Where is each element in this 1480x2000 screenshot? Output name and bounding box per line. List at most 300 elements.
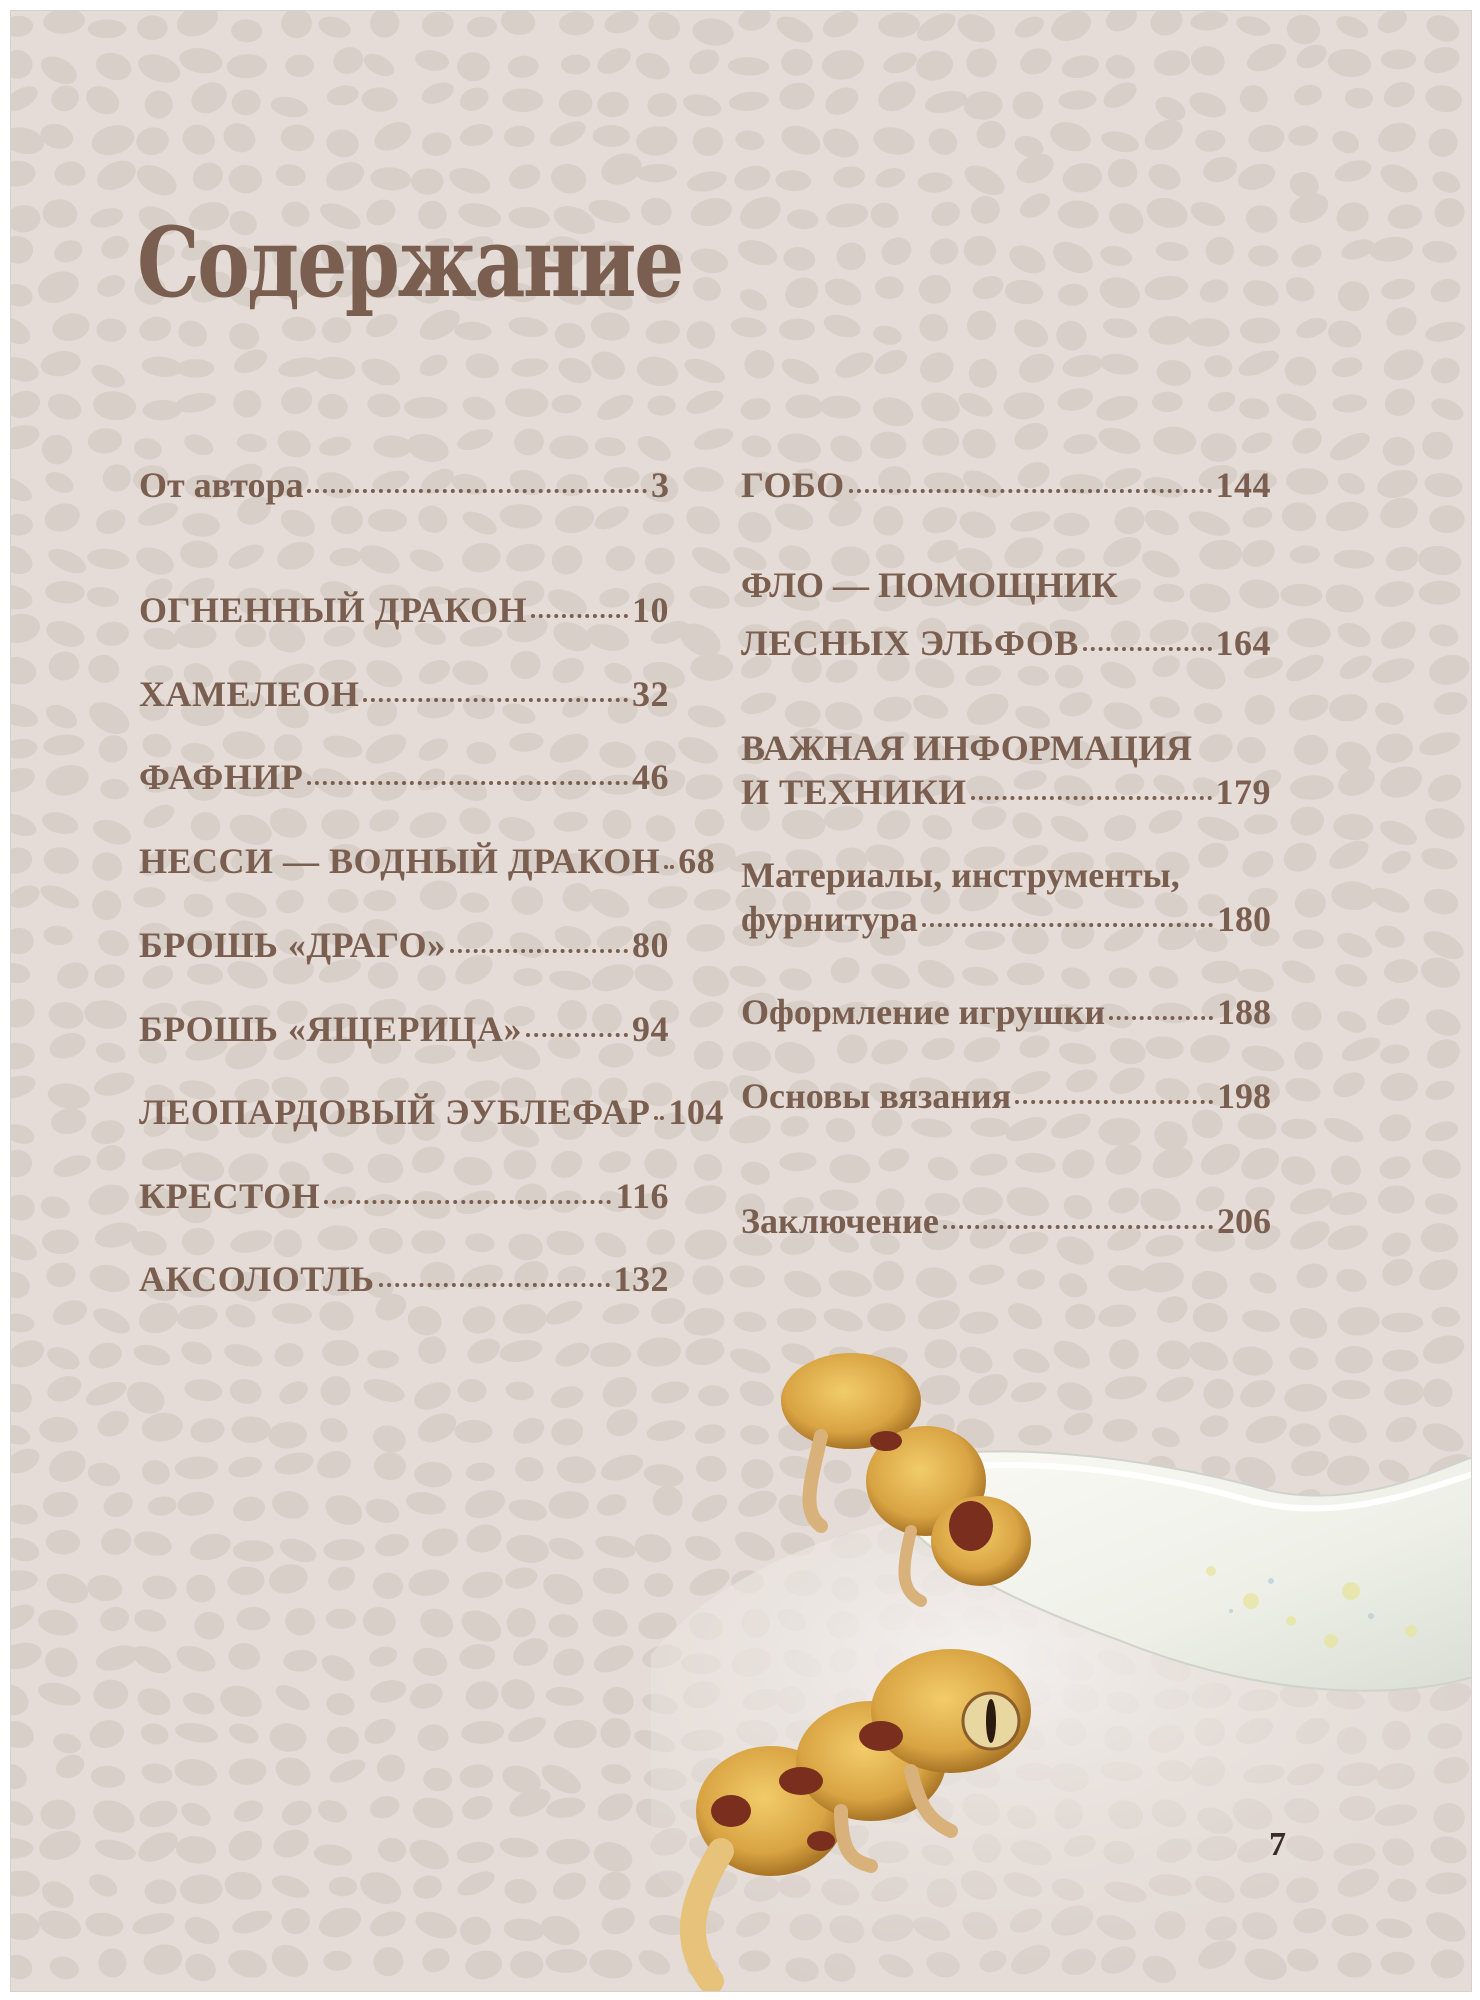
texture-spot xyxy=(140,85,178,123)
texture-spot xyxy=(180,1911,224,1949)
texture-spot xyxy=(553,810,589,833)
texture-spot xyxy=(97,1947,127,1978)
texture-spot xyxy=(177,1798,214,1831)
texture-spot xyxy=(139,800,178,833)
texture-spot xyxy=(11,1717,37,1753)
texture-spot xyxy=(1286,690,1332,724)
texture-spot xyxy=(372,1571,405,1600)
texture-spot xyxy=(689,1262,726,1298)
texture-spot xyxy=(11,15,34,37)
texture-spot xyxy=(784,700,822,729)
texture-spot xyxy=(545,1685,585,1707)
texture-spot xyxy=(1239,1041,1288,1076)
texture-spot xyxy=(738,1158,772,1188)
texture-spot xyxy=(743,348,776,380)
texture-spot xyxy=(779,1151,817,1172)
texture-spot xyxy=(49,1296,90,1330)
toc-entry[interactable] xyxy=(139,589,669,633)
texture-spot xyxy=(367,1793,402,1822)
texture-spot xyxy=(51,1151,94,1180)
texture-spot xyxy=(326,887,359,914)
texture-spot xyxy=(1421,43,1463,77)
texture-spot xyxy=(1098,1117,1141,1146)
texture-spot xyxy=(147,1495,178,1518)
texture-spot xyxy=(1203,234,1236,267)
texture-spot xyxy=(368,1677,409,1707)
texture-spot xyxy=(1338,1032,1383,1066)
texture-spot xyxy=(1143,273,1189,302)
texture-spot xyxy=(1192,701,1224,726)
texture-spot xyxy=(463,350,501,381)
texture-spot xyxy=(1099,128,1141,156)
texture-spot xyxy=(313,1447,354,1483)
texture-spot xyxy=(418,1943,454,1976)
texture-spot xyxy=(1330,355,1364,380)
texture-spot xyxy=(93,1406,133,1442)
texture-spot xyxy=(502,1603,541,1643)
texture-spot xyxy=(1012,12,1048,42)
texture-spot xyxy=(1379,1071,1420,1103)
texture-spot xyxy=(1332,393,1368,413)
texture-spot xyxy=(1378,1254,1418,1291)
texture-spot xyxy=(1289,805,1326,838)
texture-spot xyxy=(548,1867,591,1905)
texture-spot xyxy=(1191,1270,1228,1300)
leader-dots xyxy=(654,1116,664,1120)
texture-spot xyxy=(967,357,999,390)
texture-spot xyxy=(11,1422,33,1448)
texture-spot xyxy=(187,808,224,844)
texture-spot xyxy=(11,1503,39,1527)
texture-spot xyxy=(278,1796,316,1829)
texture-spot xyxy=(969,272,1006,303)
texture-spot xyxy=(509,1413,549,1449)
texture-spot xyxy=(1372,577,1416,611)
toc-page: 132 xyxy=(613,1259,669,1299)
texture-spot xyxy=(366,1907,409,1941)
texture-spot xyxy=(1416,543,1463,578)
texture-spot xyxy=(360,1714,399,1749)
texture-spot xyxy=(38,120,77,152)
texture-spot xyxy=(421,131,452,157)
toc-entry[interactable] xyxy=(139,673,669,717)
texture-spot xyxy=(268,1722,307,1754)
texture-spot xyxy=(733,506,777,548)
texture-spot xyxy=(88,360,128,392)
texture-spot xyxy=(456,83,492,115)
texture-spot xyxy=(641,510,677,537)
texture-spot xyxy=(37,430,76,468)
texture-spot xyxy=(593,43,635,79)
texture-spot xyxy=(782,245,817,273)
texture-spot xyxy=(730,1038,774,1074)
texture-spot xyxy=(99,1488,136,1522)
toc-page: 104 xyxy=(668,1092,724,1132)
texture-spot xyxy=(1324,316,1364,351)
toc-entry[interactable] xyxy=(741,1200,1271,1244)
texture-spot xyxy=(11,81,42,115)
texture-spot xyxy=(1097,1303,1137,1330)
texture-spot xyxy=(594,435,627,457)
texture-spot xyxy=(92,1219,139,1252)
leader-dots xyxy=(307,489,647,493)
texture-spot xyxy=(324,1691,356,1718)
texture-spot xyxy=(186,76,233,119)
texture-spot xyxy=(1285,188,1333,228)
texture-spot xyxy=(1195,129,1226,153)
texture-spot xyxy=(826,1267,874,1301)
texture-spot xyxy=(869,393,916,431)
texture-spot xyxy=(454,1866,498,1900)
texture-spot xyxy=(85,584,120,609)
texture-spot xyxy=(549,1644,588,1680)
texture-spot xyxy=(324,1562,360,1596)
texture-spot xyxy=(913,1264,959,1301)
texture-spot xyxy=(1329,1067,1369,1102)
texture-spot xyxy=(412,1907,461,1944)
texture-spot xyxy=(42,1229,79,1254)
texture-spot xyxy=(1288,423,1327,459)
leader-dots xyxy=(324,1200,611,1204)
texture-spot xyxy=(411,1230,445,1254)
texture-spot xyxy=(86,1573,124,1603)
texture-spot xyxy=(924,536,962,567)
texture-spot xyxy=(233,1540,274,1562)
texture-spot xyxy=(316,1413,352,1447)
texture-spot xyxy=(1246,122,1286,154)
texture-spot xyxy=(1095,423,1144,459)
toc-page: 179 xyxy=(1215,772,1271,812)
texture-spot xyxy=(1284,12,1323,48)
texture-spot xyxy=(93,1836,138,1864)
texture-spot xyxy=(1429,505,1465,533)
texture-spot xyxy=(955,388,997,421)
texture-spot xyxy=(552,1338,594,1371)
texture-spot xyxy=(1334,469,1368,499)
toc-entry[interactable] xyxy=(139,840,716,884)
texture-spot xyxy=(1372,698,1408,729)
texture-spot xyxy=(363,890,397,912)
texture-spot xyxy=(545,1228,586,1258)
texture-spot xyxy=(11,611,42,646)
texture-spot xyxy=(956,507,1000,543)
texture-spot xyxy=(181,891,216,921)
toc-entry[interactable] xyxy=(139,464,669,508)
leader-dots xyxy=(450,949,628,953)
texture-spot xyxy=(1279,837,1322,877)
texture-spot xyxy=(496,1674,539,1714)
texture-spot xyxy=(178,538,220,571)
texture-spot xyxy=(182,1570,220,1607)
texture-spot xyxy=(357,353,404,390)
texture-spot xyxy=(173,1641,219,1677)
texture-spot xyxy=(136,1796,181,1831)
texture-spot xyxy=(508,731,544,753)
texture-spot xyxy=(271,1302,313,1326)
texture-spot xyxy=(457,121,495,150)
texture-spot xyxy=(780,272,824,314)
texture-spot xyxy=(685,922,726,953)
texture-spot xyxy=(1282,273,1319,306)
texture-spot xyxy=(869,1257,909,1296)
texture-spot xyxy=(463,1678,501,1713)
texture-spot xyxy=(1374,465,1421,502)
toc-label: БРОШЬ «ЯЩЕРИЦА» xyxy=(139,1009,522,1049)
toc-label: ХАМЕЛЕОН xyxy=(139,674,360,714)
texture-spot xyxy=(463,1947,505,1982)
texture-spot xyxy=(961,1033,1004,1066)
texture-spot xyxy=(270,1488,312,1522)
texture-spot xyxy=(409,1793,457,1833)
texture-spot xyxy=(226,53,268,79)
toc-entry[interactable] xyxy=(139,1091,724,1135)
texture-spot xyxy=(1240,1306,1282,1335)
texture-spot xyxy=(1200,433,1236,462)
toc-label: КРЕСТОН xyxy=(139,1176,321,1216)
toc-label: И ТЕХНИКИ xyxy=(741,772,967,812)
texture-spot xyxy=(91,1068,137,1099)
texture-spot xyxy=(1243,38,1291,77)
texture-spot xyxy=(355,540,404,580)
texture-spot xyxy=(176,1489,216,1518)
texture-spot xyxy=(502,88,543,112)
texture-spot xyxy=(1060,160,1104,195)
texture-spot xyxy=(734,129,765,152)
texture-spot xyxy=(1424,769,1466,807)
texture-spot xyxy=(1272,388,1321,427)
texture-spot xyxy=(1428,355,1462,386)
texture-spot xyxy=(636,163,677,183)
texture-spot xyxy=(1099,243,1134,269)
toc-entry[interactable] xyxy=(741,464,1271,508)
texture-spot xyxy=(1428,276,1463,306)
texture-spot xyxy=(1288,240,1325,271)
texture-spot xyxy=(1327,692,1369,724)
texture-spot xyxy=(407,1679,446,1713)
texture-spot xyxy=(881,49,920,77)
texture-spot xyxy=(321,1489,368,1530)
texture-spot xyxy=(319,1148,357,1178)
texture-spot xyxy=(465,1461,495,1482)
texture-spot xyxy=(779,318,816,341)
texture-spot xyxy=(1008,508,1052,535)
toc-entry[interactable] xyxy=(741,1075,1271,1119)
texture-spot xyxy=(1376,761,1426,803)
leader-dots xyxy=(363,698,628,702)
texture-spot xyxy=(921,426,960,457)
texture-spot xyxy=(1234,13,1272,39)
texture-spot xyxy=(590,1564,632,1598)
texture-spot xyxy=(1004,1298,1047,1334)
toc-entry[interactable] xyxy=(139,1258,669,1302)
texture-spot xyxy=(1374,118,1419,157)
texture-spot xyxy=(826,430,867,467)
texture-spot xyxy=(11,1042,35,1070)
toc-entry[interactable] xyxy=(139,1008,669,1052)
texture-spot xyxy=(1287,1183,1336,1219)
texture-spot xyxy=(590,1837,637,1877)
texture-spot xyxy=(88,1794,139,1838)
texture-spot xyxy=(1205,388,1238,416)
texture-spot xyxy=(503,540,548,576)
texture-spot xyxy=(317,1225,358,1251)
texture-spot xyxy=(871,124,918,159)
texture-spot xyxy=(1093,391,1141,425)
texture-spot xyxy=(685,44,724,79)
texture-spot xyxy=(732,1309,768,1334)
texture-spot xyxy=(1333,549,1374,569)
texture-spot xyxy=(141,1573,179,1602)
toc-entry[interactable] xyxy=(139,756,669,800)
texture-spot xyxy=(730,315,768,340)
texture-spot xyxy=(732,162,773,194)
texture-spot xyxy=(323,1950,352,1971)
texture-spot xyxy=(510,885,544,917)
texture-spot xyxy=(11,1335,48,1373)
texture-spot xyxy=(1058,89,1097,110)
texture-spot xyxy=(368,509,407,532)
texture-spot xyxy=(553,321,587,351)
toc-entry[interactable] xyxy=(741,727,1271,815)
texture-spot xyxy=(466,16,497,38)
texture-spot xyxy=(589,1605,632,1641)
texture-spot xyxy=(1374,11,1412,38)
texture-spot xyxy=(84,1911,125,1939)
texture-spot xyxy=(97,1604,131,1634)
texture-spot xyxy=(11,763,38,796)
texture-spot xyxy=(602,11,642,37)
texture-spot xyxy=(361,87,398,113)
toc-entry[interactable] xyxy=(139,924,669,968)
texture-spot xyxy=(326,1755,369,1788)
leader-dots xyxy=(849,489,1212,493)
texture-spot xyxy=(1146,962,1182,992)
texture-spot xyxy=(140,1761,174,1786)
texture-spot xyxy=(1286,616,1332,649)
texture-spot xyxy=(1186,317,1230,348)
texture-spot xyxy=(646,92,678,118)
toc-page: 180 xyxy=(1217,899,1271,939)
toc-page: 80 xyxy=(632,925,669,965)
texture-spot xyxy=(414,1461,452,1488)
texture-spot xyxy=(329,547,362,567)
texture-spot xyxy=(1060,53,1101,81)
texture-spot xyxy=(329,1877,357,1897)
texture-spot xyxy=(924,1152,962,1184)
toc-entry[interactable] xyxy=(741,854,1271,942)
toc-page: 164 xyxy=(1215,623,1271,663)
texture-spot xyxy=(178,45,225,76)
texture-spot xyxy=(1376,616,1420,655)
texture-spot xyxy=(221,1340,265,1371)
texture-spot xyxy=(558,89,593,117)
texture-spot xyxy=(729,1264,766,1289)
texture-spot xyxy=(959,1310,999,1335)
texture-spot xyxy=(681,91,724,120)
texture-spot xyxy=(1064,1303,1096,1330)
texture-spot xyxy=(317,1650,359,1686)
texture-spot xyxy=(81,81,124,120)
texture-spot xyxy=(269,94,310,121)
texture-spot xyxy=(367,11,403,41)
texture-spot xyxy=(1236,81,1272,117)
texture-spot xyxy=(1187,197,1229,231)
texture-spot xyxy=(1424,1192,1459,1216)
texture-spot xyxy=(1381,384,1420,421)
texture-spot xyxy=(918,274,953,306)
page-number: 7 xyxy=(1269,1826,1286,1863)
texture-spot xyxy=(174,1834,218,1866)
texture-spot xyxy=(461,1720,505,1745)
texture-spot xyxy=(36,51,81,90)
texture-spot xyxy=(226,1454,264,1481)
texture-spot xyxy=(832,164,866,189)
leader-dots xyxy=(971,796,1212,800)
toc-page: 68 xyxy=(678,841,716,881)
texture-spot xyxy=(592,125,630,148)
texture-spot xyxy=(682,464,726,494)
texture-spot xyxy=(130,1909,177,1938)
texture-spot xyxy=(674,732,721,769)
texture-spot xyxy=(692,127,723,157)
texture-spot xyxy=(273,1342,304,1368)
toc-entry[interactable] xyxy=(741,564,1271,666)
texture-spot xyxy=(871,504,905,538)
texture-spot xyxy=(1423,470,1465,500)
texture-spot xyxy=(11,994,39,1033)
texture-spot xyxy=(786,208,819,230)
texture-spot xyxy=(139,1721,171,1748)
texture-spot xyxy=(1376,492,1423,533)
texture-spot xyxy=(1147,314,1191,346)
texture-spot xyxy=(33,266,83,309)
texture-spot xyxy=(683,386,727,419)
texture-spot xyxy=(1326,427,1374,466)
texture-spot xyxy=(690,274,724,304)
texture-spot xyxy=(98,232,132,263)
toc-label: От автора xyxy=(139,465,304,505)
texture-spot xyxy=(11,1638,44,1673)
texture-spot xyxy=(369,1421,409,1456)
texture-spot xyxy=(504,126,535,148)
toc-entry[interactable] xyxy=(741,991,1271,1035)
texture-spot xyxy=(93,49,135,85)
texture-spot xyxy=(132,159,182,202)
toc-entry[interactable] xyxy=(139,1175,669,1219)
texture-spot xyxy=(558,11,595,36)
texture-spot xyxy=(1336,279,1372,313)
texture-spot xyxy=(1061,352,1104,380)
crocheted-geckos-photo xyxy=(651,1341,1472,1992)
texture-spot xyxy=(681,501,724,540)
texture-spot xyxy=(549,435,588,459)
texture-spot xyxy=(1424,124,1463,162)
texture-spot xyxy=(44,1445,91,1488)
toc-label: Оформление игрушки xyxy=(741,992,1106,1032)
texture-spot xyxy=(37,1876,78,1914)
texture-spot xyxy=(1376,1110,1415,1145)
texture-spot xyxy=(690,653,734,682)
texture-spot xyxy=(88,19,127,38)
texture-spot xyxy=(1381,302,1421,340)
texture-spot xyxy=(228,1226,274,1256)
texture-spot xyxy=(11,124,47,158)
texture-spot xyxy=(47,1954,81,1983)
texture-spot xyxy=(228,164,263,195)
texture-spot xyxy=(227,1641,262,1671)
texture-spot xyxy=(1420,802,1470,845)
texture-spot xyxy=(325,83,360,108)
